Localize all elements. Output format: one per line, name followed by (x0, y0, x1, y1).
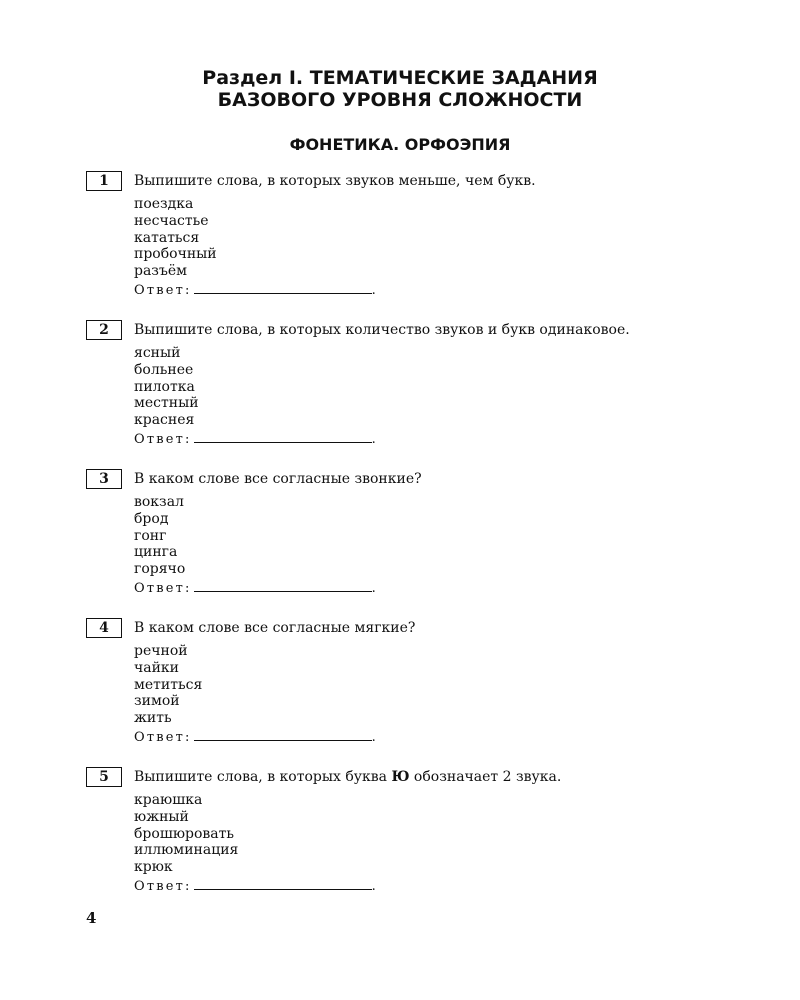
option-item: иллюминация (134, 842, 239, 859)
answer-label: Ответ: (134, 879, 192, 894)
option-item: поездка (134, 196, 194, 212)
option-list (134, 792, 238, 876)
option-item: зимой (134, 693, 180, 710)
page-number: 4 (86, 909, 97, 927)
task-question: Выпишите слова, в которых количество звуков и букв одинаковое. (134, 322, 630, 338)
answer-end: . (371, 432, 376, 447)
answer-label: Ответ: (134, 581, 192, 596)
option-item: кататься (134, 229, 200, 246)
option-list (134, 643, 202, 727)
option-item: краснея (134, 412, 195, 429)
option-item: больнее (134, 361, 194, 378)
option-item: гонг (134, 527, 167, 544)
task-question: В каком слове все согласные мягкие? (134, 620, 416, 636)
option-item: вокзал (134, 494, 184, 510)
option-item: жить (134, 710, 172, 727)
answer-row (134, 877, 376, 896)
task-question (134, 767, 561, 787)
task-number-box: 2 (86, 320, 122, 340)
answer-label: Ответ: (134, 283, 192, 298)
answer-end: . (371, 581, 376, 596)
answer-field[interactable] (194, 430, 372, 443)
option-list (134, 494, 185, 578)
option-item: цинга (134, 544, 178, 561)
option-item: пилотка (134, 378, 195, 395)
question-text-before: Выпишите слова, в которых буква (134, 769, 392, 785)
answer-row (134, 579, 376, 598)
option-item: чайки (134, 659, 180, 676)
answer-label: Ответ: (134, 730, 192, 745)
option-list (134, 196, 217, 280)
option-item: местный (134, 395, 199, 412)
answer-row (134, 281, 376, 300)
task-number-box: 5 (86, 767, 122, 787)
task-question: Выпишите слова, в которых звуков меньше, чем букв. (134, 173, 536, 189)
option-item: речной (134, 643, 188, 659)
option-item: горячо (134, 561, 186, 578)
answer-field[interactable] (194, 877, 372, 890)
answer-end: . (371, 879, 376, 894)
option-list (134, 345, 199, 429)
answer-row (134, 430, 376, 449)
question-text-after: обозначает 2 звука. (409, 769, 562, 785)
task-question: В каком слове все согласные звонкие? (134, 471, 422, 487)
task-number-box: 3 (86, 469, 122, 489)
answer-end: . (371, 730, 376, 745)
option-item: ясный (134, 345, 181, 361)
option-item: южный (134, 808, 189, 825)
option-item: метиться (134, 676, 203, 693)
answer-row (134, 728, 376, 747)
option-item: краюшка (134, 792, 203, 808)
answer-field[interactable] (194, 281, 372, 294)
answer-label: Ответ: (134, 432, 192, 447)
answer-end: . (371, 283, 376, 298)
option-item: несчастье (134, 212, 209, 229)
section-title-line-1: Раздел I. ТЕМАТИЧЕСКИЕ ЗАДАНИЯ (202, 67, 598, 89)
option-item: пробочный (134, 246, 217, 263)
option-item: разъём (134, 263, 188, 280)
task-number-box: 1 (86, 171, 122, 191)
option-item: крюк (134, 859, 173, 876)
question-bold-letter: Ю (391, 769, 410, 785)
option-item: брод (134, 510, 169, 527)
answer-field[interactable] (194, 728, 372, 741)
topic-subtitle: ФОНЕТИКА. ОРФОЭПИЯ (289, 135, 511, 154)
answer-field[interactable] (194, 579, 372, 592)
task-number-box: 4 (86, 618, 122, 638)
section-title-line-2: БАЗОВОГО УРОВНЯ СЛОЖНОСТИ (217, 89, 583, 111)
option-item: брошюровать (134, 825, 235, 842)
